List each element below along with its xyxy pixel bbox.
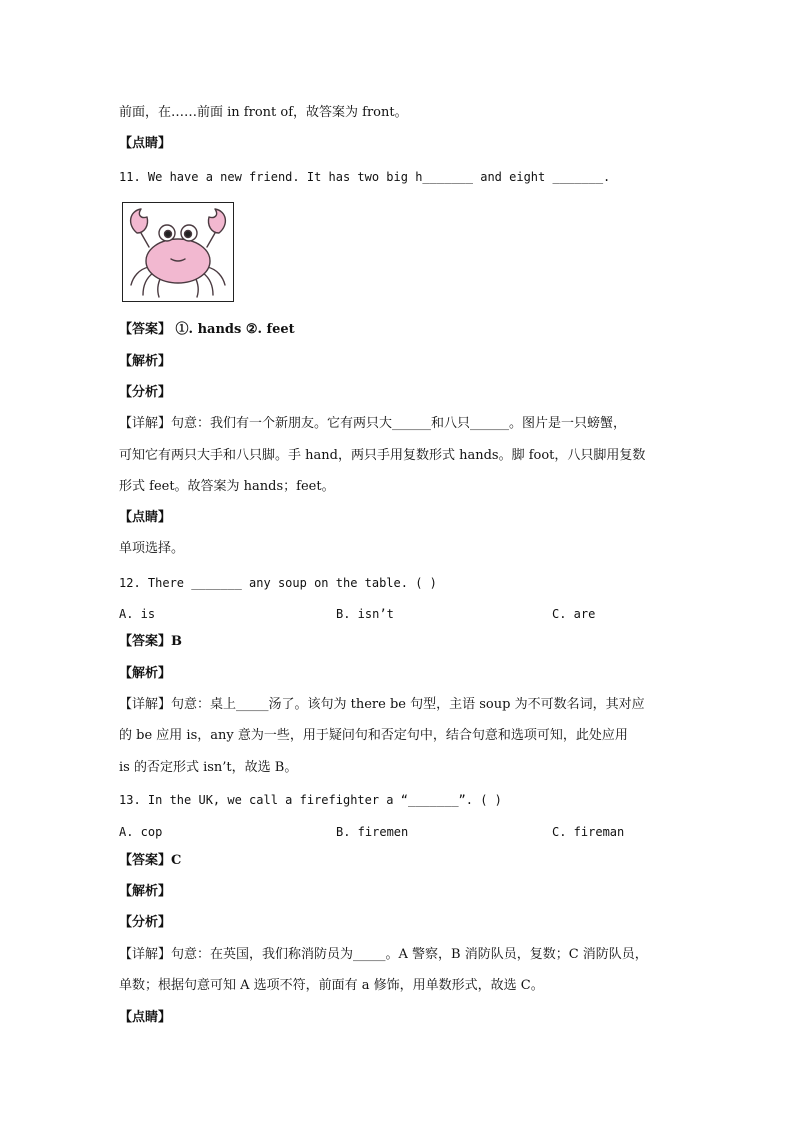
q11-question: 11. We have a new friend. It has two big h_______ and eight _______. (119, 170, 611, 184)
q12-detail-1: 【详解】句意：桌上_____汤了。该句为 there be 句型，主语 soup 为不可数名词，其对应 (119, 697, 645, 712)
q11-detail-3: 形式 feet。故答案为 hands；feet。 (119, 479, 335, 494)
intro-line: 前面，在……前面 in front of，故答案为 front。 (119, 105, 408, 120)
crab-icon (123, 203, 232, 300)
q13-option-b: B. firemen (336, 825, 409, 839)
dianjing-heading: 【点睛】 (119, 136, 172, 151)
q11-dianjing: 【点睛】 (119, 510, 172, 525)
q13-jiexi: 【解析】 (119, 884, 172, 899)
q13-detail-1: 【详解】句意：在英国，我们称消防员为_____。A 警察，B 消防队员，复数；C 消防队员， (119, 947, 648, 962)
q12-detail-3: is 的否定形式 isn’t，故选 B。 (119, 760, 298, 775)
q13-fenxi: 【分析】 (119, 915, 172, 930)
q12-jiexi: 【解析】 (119, 666, 172, 681)
q11-fenxi: 【分析】 (119, 385, 172, 400)
q13-option-c: C. fireman (552, 825, 625, 839)
q12-answer: 【答案】B (119, 634, 182, 649)
crab-image (122, 202, 234, 302)
q13-answer: 【答案】C (119, 853, 182, 868)
q13-detail-2: 单数；根据句意可知 A 选项不符，前面有 a 修饰，用单数形式，故选 C。 (119, 978, 544, 993)
q11-dianjing-text: 单项选择。 (119, 541, 185, 556)
q12-detail-2: 的 be 应用 is，any 意为一些，用于疑问句和否定句中，结合句意和选项可知，此处应用 (119, 728, 628, 743)
q11-jiexi: 【解析】 (119, 354, 172, 369)
q12-option-c: C. are (552, 607, 596, 621)
q13-dianjing: 【点睛】 (119, 1010, 172, 1025)
q12-option-b: B. isn’t (336, 607, 394, 621)
q12-question: 12. There _______ any soup on the table. ( ) (119, 576, 437, 590)
q13-question: 13. In the UK, we call a firefighter a “_______”. ( ) (119, 793, 502, 807)
q13-option-a: A. cop (119, 825, 163, 839)
q11-detail-1: 【详解】句意：我们有一个新朋友。它有两只大______和八只______。图片是一只螃蟹， (119, 416, 627, 431)
q11-detail-2: 可知它有两只大手和八只脚。手 hand，两只手用复数形式 hands。脚 foot，八只脚用复数 (119, 448, 646, 463)
q12-option-a: A. is (119, 607, 156, 621)
q11-answer: 【答案】 ①. hands ②. feet (119, 322, 295, 337)
